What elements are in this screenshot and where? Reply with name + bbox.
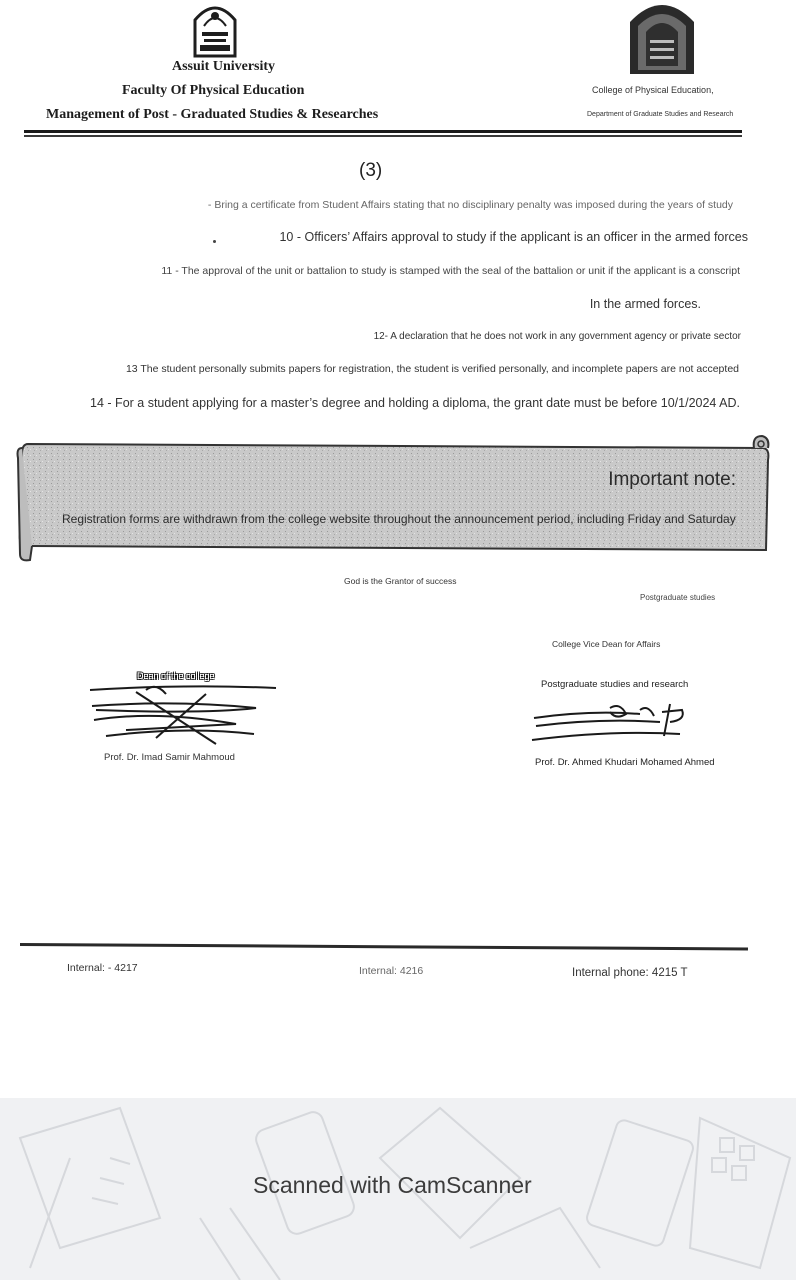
university-logo-left [192,2,238,58]
internal-phone-3: Internal phone: 4215 T [572,967,688,979]
management-name: Management of Post - Graduated Studies & Researches [46,107,379,122]
vice-dean-name: Prof. Dr. Ahmed Khudari Mohamed Ahmed [535,757,715,768]
department-label: Department of Graduate Studies and Research [587,111,734,118]
header-rule-secondary [24,135,742,137]
dean-signature [86,680,282,754]
postgrad-research-label: Postgraduate studies and research [541,679,689,690]
page-number: (3) [359,160,383,181]
faculty-name: Faculty Of Physical Education [122,83,305,98]
closing-motto: God is the Grantor of success [344,576,457,586]
college-label: College of Physical Education, [592,85,714,95]
vice-dean-title: College Vice Dean for Affairs [552,639,661,649]
camscanner-watermark-text: Scanned with CamScanner [253,1172,532,1198]
bullet-dot [213,240,216,243]
requirement-item-14: 14 - For a student applying for a master’s degree and holding a diploma, the grant date must be before 10/1/2024 AD. [90,396,740,410]
college-emblem-right [626,0,698,76]
important-note-title: Important note: [608,469,736,490]
requirement-item-11: 11 - The approval of the unit or battalion to study is stamped with the seal of the battalion or unit if the applicant is a conscript [161,265,740,277]
requirement-item-10: 10 - Officers’ Affairs approval to study if the applicant is an officer in the armed forces [279,230,748,244]
important-note-banner [14,434,774,564]
header-rule [24,130,742,133]
footer-rule [20,943,748,950]
internal-extension-1: Internal: - 4217 [67,962,138,974]
vice-dean-signature [530,700,690,746]
internal-extension-2: Internal: 4216 [359,965,424,977]
requirement-item-12: 12- A declaration that he does not work in any government agency or private sector [373,331,741,342]
important-note-text: Registration forms are withdrawn from the college website throughout the announcement period, including Friday and Saturday [62,512,736,526]
dean-title: Dean of the college [137,671,215,681]
requirement-item-9: - Bring a certificate from Student Affairs stating that no disciplinary penalty was imposed during the years of study [207,199,733,211]
university-name: Assuit University [172,59,276,74]
dean-name: Prof. Dr. Imad Samir Mahmoud [104,752,235,763]
postgrad-studies-label: Postgraduate studies [640,593,716,602]
requirement-item-13: 13 The student personally submits papers for registration, the student is verified personally, and incomplete papers are not accepted [125,363,739,375]
requirement-item-11-continuation: In the armed forces. [589,297,701,311]
